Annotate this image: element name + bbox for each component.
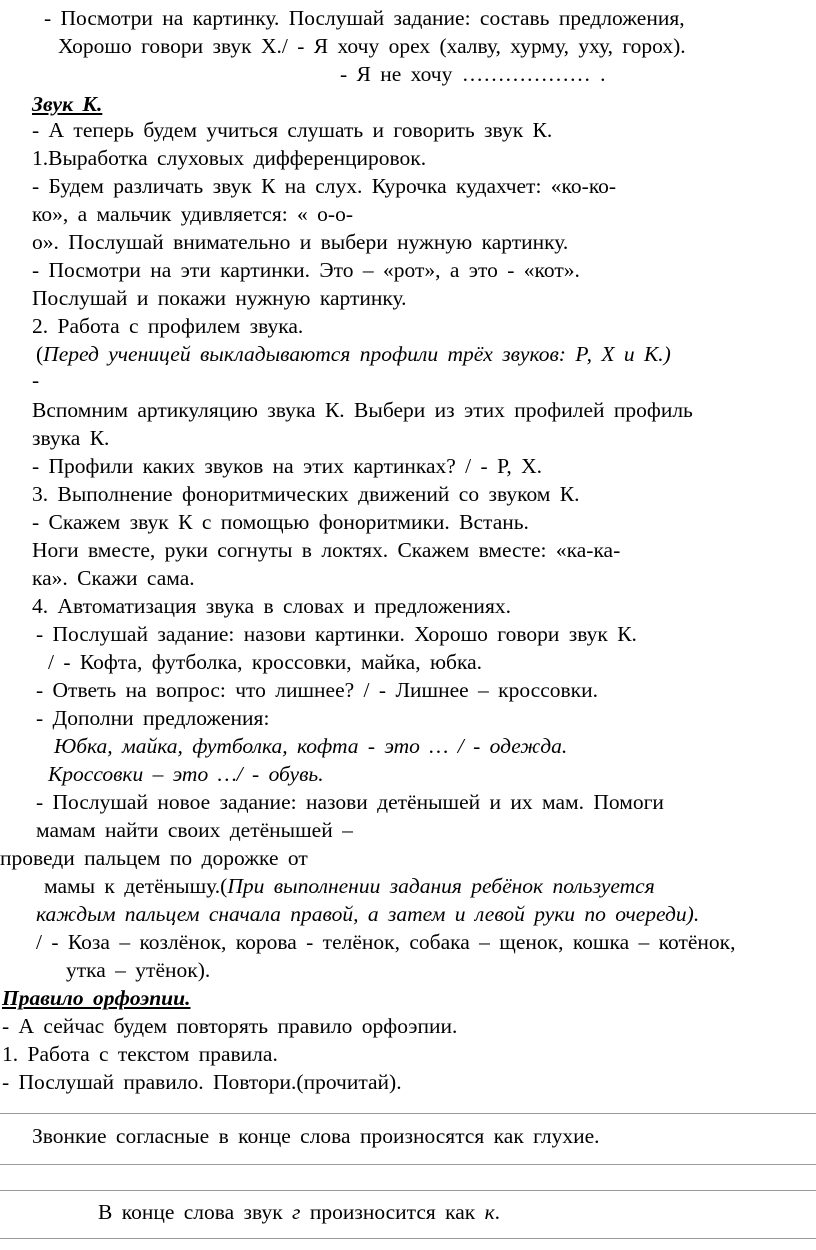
line-22: 4. Автоматизация звука в словах и предложениях. (32, 594, 511, 618)
heading-sound-k: Звук К. (32, 92, 103, 116)
rule-text-part: В конце слова звук (98, 1200, 293, 1224)
line-32-text: мамы к детёнышу.( (44, 874, 228, 898)
line-32 (44, 872, 655, 900)
rule-divider (0, 1238, 816, 1239)
rule-text-voiced: Звонкие согласные в конце слова произносятся как глухие. (32, 1124, 600, 1148)
line-33: каждым пальцем сначала правой, а затем и левой руки по очереди). (36, 902, 700, 926)
rule-text-g-k (98, 1198, 500, 1226)
line-35: утка – утёнок). (66, 958, 211, 982)
letter-g: г (292, 1200, 301, 1224)
letter-k: к (484, 1200, 495, 1224)
line-26: - Дополни предложения: (36, 706, 270, 730)
line-17: - Профили каких звуков на этих картинках? / - Р, Х. (32, 454, 542, 478)
line-15: Вспомним артикуляцию звука К. Выбери из этих профилей профиль (32, 398, 693, 422)
line-3: - Я не хочу ……………… . (340, 62, 606, 86)
line-21: ка». Скажи сама. (32, 566, 195, 590)
line-19: - Скажем звук К с помощью фоноритмики. Встань. (32, 510, 529, 534)
line-23: - Послушай задание: назови картинки. Хорошо говори звук К. (36, 622, 637, 646)
line-7: - Будем различать звук К на слух. Курочка кудахчет: «ко-ко- (32, 174, 617, 198)
paren-open: ( (36, 342, 44, 366)
line-16: звука К. (32, 426, 110, 450)
line-12: 2. Работа с профилем звука. (32, 314, 304, 338)
line-27: Юбка, майка, футболка, кофта - это … / - одежда. (54, 734, 568, 758)
line-34: / - Коза – козлёнок, корова - телёнок, собака – щенок, кошка – котёнок, (36, 930, 736, 954)
line-11: Послушай и покажи нужную картинку. (32, 286, 407, 310)
line-9: о». Послушай внимательно и выбери нужную картинку. (32, 230, 569, 254)
line-5: - А теперь будем учиться слушать и говорить звук К. (32, 118, 553, 142)
line-25: - Ответь на вопрос: что лишнее? / - Лишнее – кроссовки. (36, 678, 598, 702)
line-13 (36, 340, 671, 368)
heading-orthoepy-rule: Правило орфоэпии. (2, 986, 191, 1010)
rule-text-part: произносится как (300, 1200, 485, 1224)
line-24: / - Кофта, футболка, кроссовки, майка, юбка. (48, 650, 483, 674)
line-29: - Послушай новое задание: назови детёнышей и их мам. Помоги (36, 790, 664, 814)
rule-divider (0, 1190, 816, 1191)
line-39: - Послушай правило. Повтори.(прочитай). (2, 1070, 402, 1094)
rule-divider (0, 1164, 816, 1165)
line-37: - А сейчас будем повторять правило орфоэпии. (2, 1014, 458, 1038)
line-6: 1.Выработка слуховых дифференцировок. (32, 146, 427, 170)
rule-divider (0, 1113, 816, 1114)
italic-note-finger: При выполнении задания ребёнок пользуется (227, 874, 655, 898)
line-31: проведи пальцем по дорожке от (0, 846, 308, 870)
line-8: ко», а мальчик удивляется: « о-о- (32, 202, 353, 226)
line-38: 1. Работа с текстом правила. (2, 1042, 278, 1066)
line-10: - Посмотри на эти картинки. Это – «рот», а это - «кот». (32, 258, 580, 282)
italic-note-profiles: Перед ученицей выкладываются профили трёх звуков: Р, Х и К.) (43, 342, 671, 366)
rule-text-period: . (494, 1200, 501, 1224)
line-20: Ноги вместе, руки согнуты в локтях. Скажем вместе: «ка-ка- (32, 538, 621, 562)
line-1: - Посмотри на картинку. Послушай задание: составь предложения, (44, 6, 685, 30)
line-30: мамам найти своих детёнышей – (36, 818, 353, 842)
line-28: Кроссовки – это …/ - обувь. (48, 762, 324, 786)
line-2: Хорошо говори звук Х./ - Я хочу орех (халву, хурму, уху, горох). (58, 34, 686, 58)
line-18: 3. Выполнение фоноритмических движений со звуком К. (32, 482, 580, 506)
line-14: - (32, 368, 40, 392)
